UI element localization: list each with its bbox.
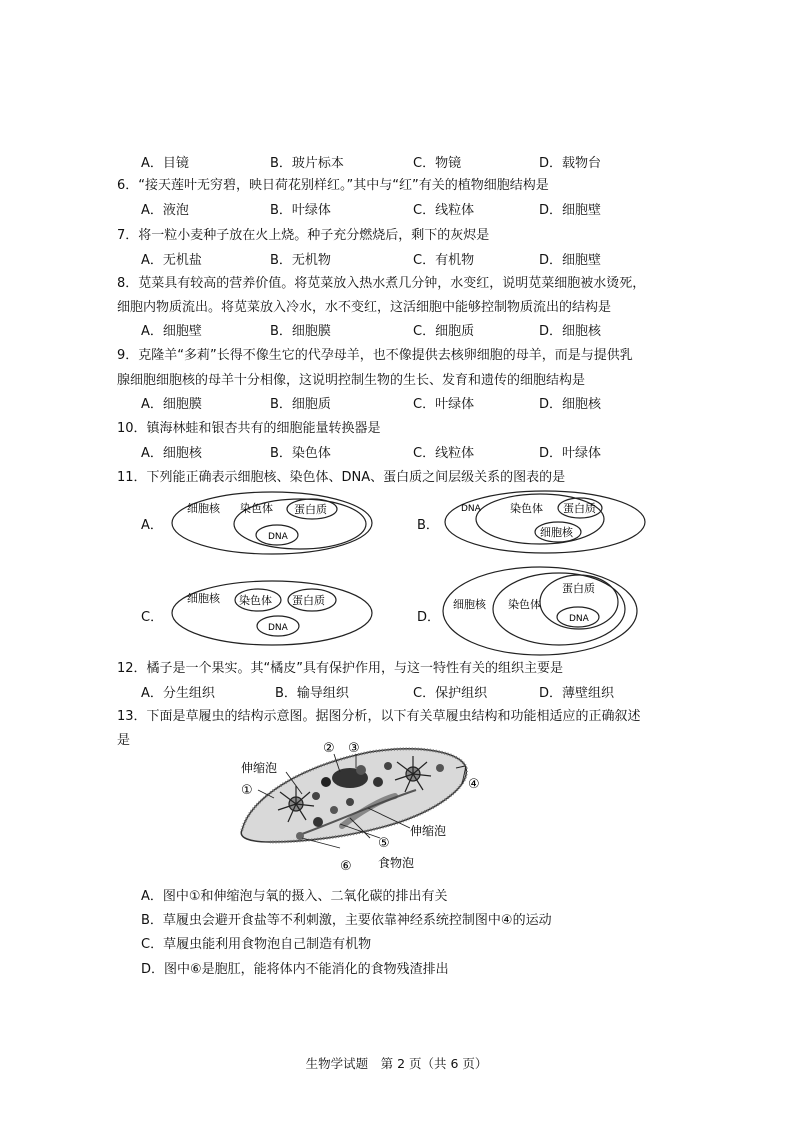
q8-option-a: A．细胞壁 xyxy=(141,324,202,339)
q13-option-a: A．图中①和伸缩泡与氧的摄入、二氧化碳的排出有关 xyxy=(141,889,448,904)
q13-option-d: D．图中⑥是胞肛，能将体内不能消化的食物残渣排出 xyxy=(141,962,449,977)
q6-stem: 6．“接天莲叶无穷碧，映日荷花别样红。”其中与“红”有关的植物细胞结构是 xyxy=(117,178,549,193)
q7-option-a: A．无机盐 xyxy=(141,253,202,268)
q12-option-d: D．薄壁组织 xyxy=(539,686,615,701)
q11-b-letter: B． xyxy=(417,518,439,533)
q5-option-c: C．物镜 xyxy=(413,156,462,171)
q8-option-b: B．细胞膜 xyxy=(270,324,331,339)
q5-options xyxy=(141,152,641,170)
q5-option-a: A．目镜 xyxy=(141,156,189,171)
q11-d-diagram xyxy=(441,565,641,658)
micronucleus xyxy=(356,765,366,775)
q6-option-b: B．叶绿体 xyxy=(270,203,331,218)
q11-a-letter: A． xyxy=(141,518,163,533)
q11-b-middle-label: 染色体 xyxy=(510,502,543,515)
q10-option-b: B．染色体 xyxy=(270,446,331,461)
q11-b-diagram xyxy=(443,489,648,555)
q10-option-d: D．叶绿体 xyxy=(539,446,602,461)
q8-stem-line1: 8．苋菜具有较高的营养价值。将苋菜放入热水煮几分钟，水变红，说明苋菜细胞被水烫死， xyxy=(117,276,646,291)
q11-a-diagram xyxy=(170,490,375,556)
label-2: ② xyxy=(323,741,335,756)
label-3: ③ xyxy=(348,741,360,756)
label-6: ⑥ xyxy=(340,859,352,873)
label-food-vacuole: 食物泡 xyxy=(378,856,415,870)
paramecium-diagram xyxy=(230,738,500,873)
q10-options xyxy=(141,442,641,460)
q8-stem-line2: 细胞内物质流出。将苋菜放入冷水，水不变红，这活细胞中能够控制物质流出的结构是 xyxy=(117,300,612,315)
q6-options xyxy=(141,199,641,217)
q7-option-d: D．细胞壁 xyxy=(539,253,602,268)
q7-stem: 7．将一粒小麦种子放在火上烧。种子充分燃烧后，剩下的灰烬是 xyxy=(117,228,490,243)
q11-c-diagram xyxy=(170,579,375,647)
q13-option-c: C．草履虫能利用食物泡自己制造有机物 xyxy=(141,937,372,952)
q6-option-d: D．细胞壁 xyxy=(539,203,602,218)
q11-c-c-label: 蛋白质 xyxy=(292,594,325,607)
q11-c-b-label: 染色体 xyxy=(239,594,272,607)
q8-option-c: C．细胞质 xyxy=(413,324,475,339)
q9-option-a: A．细胞膜 xyxy=(141,397,202,412)
q8-option-d: D．细胞核 xyxy=(539,324,602,339)
label-4: ④ xyxy=(468,777,480,792)
q11-c-d-label: DNA xyxy=(268,623,288,633)
q9-stem-line2: 腺细胞细胞核的母羊十分相像，这说明控制生物的生长、发育和遗传的细胞结构是 xyxy=(117,373,586,388)
q11-a-c1-label: 蛋白质 xyxy=(294,503,327,516)
q5-option-d: D．载物台 xyxy=(539,156,602,171)
q11-b-c1-label: 蛋白质 xyxy=(563,502,596,515)
q6-option-a: A．液泡 xyxy=(141,203,189,218)
label-right-bottom-vacuole: 伸缩泡 xyxy=(410,824,447,838)
q13-stem-line1: 13．下面是草履虫的结构示意图。据图分析，以下有关草履虫结构和功能相适应的正确叙述 xyxy=(117,709,641,724)
q8-options xyxy=(141,320,641,338)
q12-option-b: B．输导组织 xyxy=(275,686,349,701)
q9-option-c: C．叶绿体 xyxy=(413,397,475,412)
q6-option-c: C．线粒体 xyxy=(413,203,475,218)
q13-option-b: B．草履虫会避开食盐等不利刺激，主要依靠神经系统控制图中④的运动 xyxy=(141,913,552,928)
q11-b-outer-label: DNA xyxy=(461,504,481,514)
q12-options xyxy=(141,682,641,700)
q7-options xyxy=(141,249,641,267)
q11-d-middle-label: 染色体 xyxy=(508,598,541,611)
q10-option-a: A．细胞核 xyxy=(141,446,202,461)
q11-d-core-label: DNA xyxy=(569,614,589,624)
q5-option-b: B．玻片标本 xyxy=(270,156,344,171)
q9-stem-line1: 9．克隆羊“多莉”长得不像生它的代孕母羊，也不像提供去核卵细胞的母羊，而是与提供乳 xyxy=(117,348,633,363)
q11-stem: 11．下列能正确表示细胞核、染色体、DNA、蛋白质之间层级关系的图表的是 xyxy=(117,470,566,485)
q11-a-outer-label: 细胞核 xyxy=(187,502,220,515)
q12-option-c: C．保护组织 xyxy=(413,686,488,701)
q7-option-c: C．有机物 xyxy=(413,253,475,268)
q9-option-d: D．细胞核 xyxy=(539,397,602,412)
q7-option-b: B．无机物 xyxy=(270,253,331,268)
q11-c-letter: C． xyxy=(141,610,164,625)
q11-d-inner-label: 蛋白质 xyxy=(562,582,595,595)
q12-option-a: A．分生组织 xyxy=(141,686,215,701)
q11-a-middle-label: 染色体 xyxy=(240,502,273,515)
q10-stem: 10．镇海林蛙和银杏共有的细胞能量转换器是 xyxy=(117,421,381,436)
q12-stem: 12．橘子是一个果实。其“橘皮”具有保护作用，与这一特性有关的组织主要是 xyxy=(117,661,564,676)
label-5: ⑤ xyxy=(378,836,390,851)
q11-d-outer-label: 细胞核 xyxy=(453,598,486,611)
q9-option-b: B．细胞质 xyxy=(270,397,331,412)
q13-stem-line2: 是 xyxy=(117,733,131,748)
page-footer: 生物学试题 第 2 页（共 6 页） xyxy=(305,1056,488,1071)
q11-c-a-label: 细胞核 xyxy=(187,592,220,605)
q10-option-c: C．线粒体 xyxy=(413,446,475,461)
q11-a-c2-label: DNA xyxy=(268,532,288,542)
label-1: ① xyxy=(241,783,253,798)
q11-d-letter: D． xyxy=(417,610,441,625)
q9-options xyxy=(141,393,641,411)
q11-b-c2-label: 细胞核 xyxy=(540,526,573,539)
label-top-left-vacuole: 伸缩泡 xyxy=(241,761,278,775)
